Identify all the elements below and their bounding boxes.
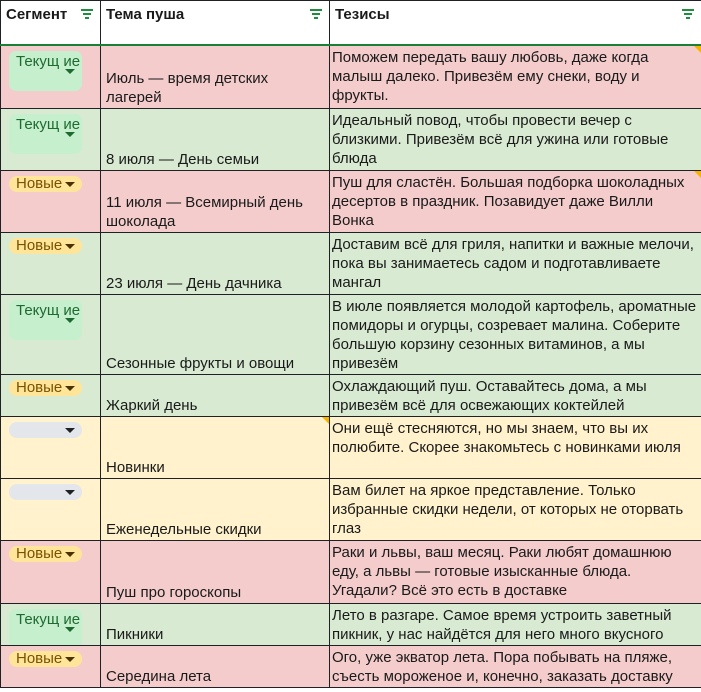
segment-chip-label: Текущ ие xyxy=(16,301,81,319)
header-segment-label: Сегмент xyxy=(6,6,68,23)
chevron-down-icon[interactable] xyxy=(65,132,75,137)
topic-cell[interactable] xyxy=(101,108,330,170)
topic-cell[interactable] xyxy=(101,540,330,603)
chevron-down-icon[interactable] xyxy=(65,627,75,632)
table-row xyxy=(1,374,701,416)
table-row xyxy=(1,108,701,170)
topic-text: 11 июля — Всемирный день шоколада xyxy=(106,193,303,230)
theses-cell[interactable] xyxy=(330,540,701,603)
segment-chip-label: Новые xyxy=(16,236,63,254)
theses-cell[interactable] xyxy=(330,108,701,170)
theses-cell[interactable] xyxy=(330,478,701,540)
topic-text: Июль — время детских лагерей xyxy=(106,69,269,106)
theses-text: Доставим всё для гриля, напитки и важные мелочи, пока вы занимаетесь садом и подготавливаете мангал xyxy=(332,235,694,291)
topic-cell[interactable] xyxy=(101,232,330,294)
segment-cell[interactable] xyxy=(1,374,101,416)
segment-cell[interactable] xyxy=(1,294,101,374)
chevron-down-icon[interactable] xyxy=(65,552,75,557)
segment-chip-label: Текущ ие xyxy=(16,53,81,70)
theses-text: Лето в разгаре. Самое время устроить заветный пикник, у нас найдётся для него много вкусного xyxy=(332,606,672,643)
segment-chip[interactable] xyxy=(9,51,82,91)
topic-text: Середина лета xyxy=(106,667,212,685)
header-topic-label: Тема пуша xyxy=(106,6,185,23)
table-row xyxy=(1,540,701,603)
segment-chip[interactable] xyxy=(9,176,82,192)
theses-text: В июле появляется молодой картофель, ароматные помидоры и огурцы, созревает малина. Соберите большую корзину сезонных витаминов, а мы привезём xyxy=(332,297,697,372)
topic-cell[interactable] xyxy=(101,374,330,416)
topic-text: Новинки xyxy=(106,458,165,476)
theses-text: Идеальный повод, чтобы провести вечер с близкими. Привезём всё для ужина или готовые блюда xyxy=(332,111,669,167)
segment-chip[interactable] xyxy=(9,238,82,254)
chevron-down-icon[interactable] xyxy=(65,69,75,74)
comment-marker-icon[interactable] xyxy=(694,46,701,53)
table-row xyxy=(1,478,701,540)
segment-chip-label: Текущ ие xyxy=(16,115,81,133)
segment-chip-label: Новые xyxy=(16,544,63,562)
table-row xyxy=(1,170,701,232)
chevron-down-icon[interactable] xyxy=(65,386,75,391)
theses-cell[interactable] xyxy=(330,294,701,374)
theses-text: Ого, уже экватор лета. Пора побывать на пляже, съесть мороженое и, конечно, заказать доставку xyxy=(332,648,673,685)
segment-chip-label: Текущ ие xyxy=(16,610,81,628)
table-row xyxy=(1,603,701,645)
segment-cell[interactable] xyxy=(1,416,101,478)
theses-cell[interactable] xyxy=(330,645,701,687)
segment-cell[interactable] xyxy=(1,603,101,645)
segment-chip[interactable] xyxy=(9,422,82,438)
topic-cell[interactable] xyxy=(101,645,330,687)
topic-text: Пикники xyxy=(106,625,164,643)
segment-chip[interactable] xyxy=(9,651,82,667)
topic-cell[interactable] xyxy=(101,45,330,108)
topic-cell[interactable] xyxy=(101,170,330,232)
segment-chip[interactable] xyxy=(9,609,82,646)
chevron-down-icon[interactable] xyxy=(65,490,75,495)
segment-cell[interactable] xyxy=(1,540,101,603)
segment-chip[interactable] xyxy=(9,380,82,396)
theses-text: Пуш для сластён. Большая подборка шоколадных десертов в праздник. Позавидует даже Вилли Вонка xyxy=(332,173,685,229)
topic-cell[interactable] xyxy=(101,603,330,645)
segment-chip[interactable] xyxy=(9,546,82,562)
chevron-down-icon[interactable] xyxy=(65,657,75,662)
segment-cell[interactable] xyxy=(1,45,101,108)
topic-text: Еженедельные скидки xyxy=(106,520,262,538)
header-theses[interactable] xyxy=(330,1,701,46)
segment-cell[interactable] xyxy=(1,108,101,170)
header-segment[interactable] xyxy=(1,1,101,46)
chevron-down-icon[interactable] xyxy=(65,428,75,433)
segment-chip-label: Новые xyxy=(16,174,63,192)
segment-chip[interactable] xyxy=(9,300,82,340)
table-row xyxy=(1,232,701,294)
header-row xyxy=(1,1,701,46)
filter-icon[interactable] xyxy=(681,7,695,19)
theses-cell[interactable] xyxy=(330,603,701,645)
segment-cell[interactable] xyxy=(1,170,101,232)
chevron-down-icon[interactable] xyxy=(65,182,75,187)
topic-text: 23 июля — День дачника xyxy=(106,274,282,292)
filter-icon[interactable] xyxy=(80,7,94,19)
theses-cell[interactable] xyxy=(330,374,701,416)
topic-cell[interactable] xyxy=(101,294,330,374)
segment-cell[interactable] xyxy=(1,478,101,540)
topic-cell[interactable] xyxy=(101,478,330,540)
table-row xyxy=(1,416,701,478)
table-row xyxy=(1,294,701,374)
topic-text: Сезонные фрукты и овощи xyxy=(106,354,295,372)
topic-text: Жаркий день xyxy=(106,396,198,414)
chevron-down-icon[interactable] xyxy=(65,244,75,249)
segment-cell[interactable] xyxy=(1,232,101,294)
table-row xyxy=(1,45,701,108)
theses-cell[interactable] xyxy=(330,416,701,478)
theses-cell[interactable] xyxy=(330,45,701,108)
table-row xyxy=(1,645,701,687)
comment-marker-icon[interactable] xyxy=(322,417,329,424)
theses-cell[interactable] xyxy=(330,232,701,294)
theses-text: Раки и львы, ваш месяц. Раки любят домашнюю еду, а львы — готовые изысканные блюда. Угадали? Всё это есть в доставке xyxy=(332,543,672,599)
segment-cell[interactable] xyxy=(1,645,101,687)
filter-icon[interactable] xyxy=(309,7,323,19)
theses-text: Вам билет на яркое представление. Только избранные скидки недели, от которых не оторвать глаз xyxy=(332,481,684,537)
topic-text: 8 июля — День семьи xyxy=(106,150,260,168)
comment-marker-icon[interactable] xyxy=(694,171,701,178)
theses-cell[interactable] xyxy=(330,170,701,232)
theses-text: Поможем передать вашу любовь, даже когда малыш далеко. Привезём ему снеки, воду и фрукты. xyxy=(332,49,649,104)
theses-text: Они ещё стесняются, но мы знаем, что вы их полюбите. Скорее знакомьтесь с новинками июля xyxy=(332,419,681,456)
header-theses-label: Тезисы xyxy=(335,6,390,23)
header-topic[interactable] xyxy=(101,1,330,46)
segment-chip[interactable] xyxy=(9,484,82,500)
topic-cell[interactable] xyxy=(101,416,330,478)
segment-chip[interactable] xyxy=(9,114,82,154)
segment-chip-label: Новые xyxy=(16,378,63,396)
chevron-down-icon[interactable] xyxy=(65,318,75,323)
segment-chip-label: Новые xyxy=(16,649,63,667)
theses-text: Охлаждающий пуш. Оставайтесь дома, а мы привезём всё для освежающих коктейлей xyxy=(332,377,647,414)
topic-text: Пуш про гороскопы xyxy=(106,583,242,601)
